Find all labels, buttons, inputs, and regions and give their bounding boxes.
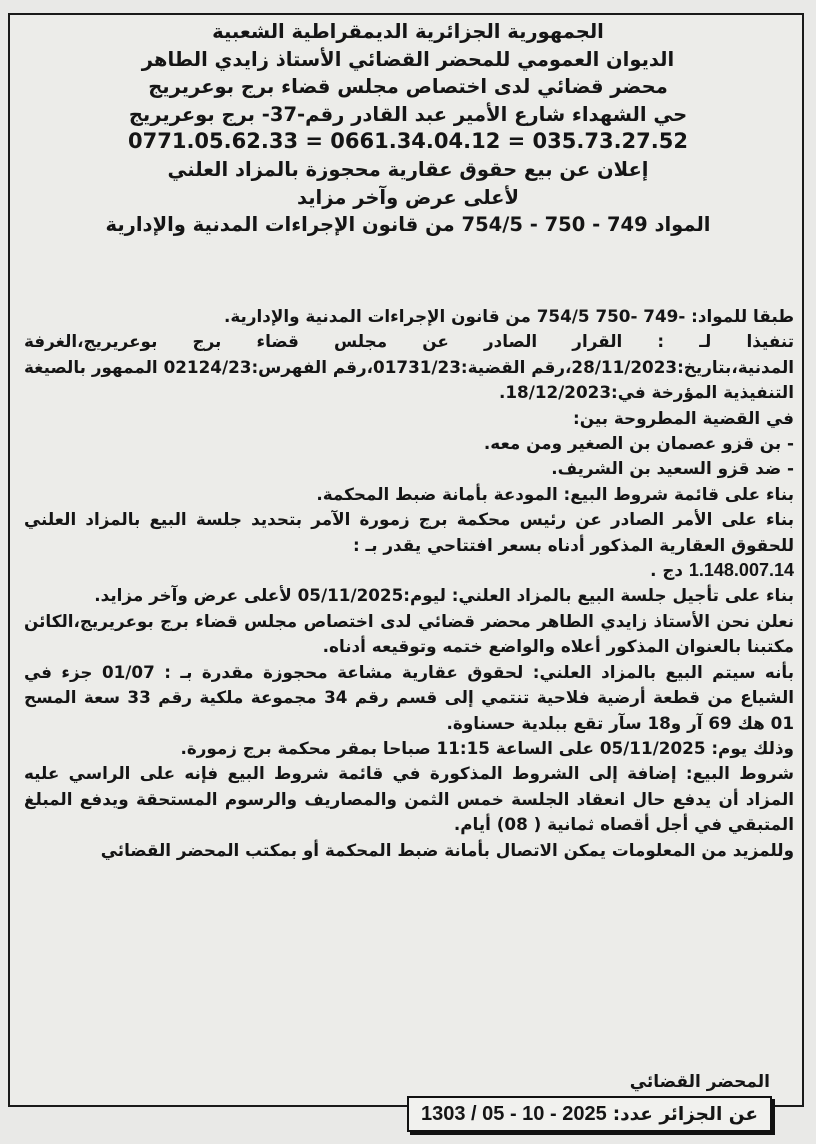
phone-numbers: 0771.05.62.33 = 0661.34.04.12 = 035.73.27.52 — [128, 129, 688, 154]
paragraph-sale-date: وذلك يوم: 05/11/2025 على الساعة 11:15 صباحا بمقر محكمة برج زمورة. — [180, 737, 794, 758]
republic-title: الجمهورية الجزائرية الديمقراطية الشعبية — [212, 20, 604, 43]
paragraph-bailiff: نعلن نحن الأستاذ زايدي الطاهر محضر قضائي لدى اختصاص مجلس قضاء برج بوعريريج،الكائن مكتبنا بالعنوان المذكور أعلاه والواضع ختمه وتوقيعه أدناه. — [24, 610, 794, 657]
paragraph-case: في القضية المطروحة بين: — [573, 407, 794, 428]
announcement-body — [24, 304, 794, 863]
opening-price: 1.148.007.14 — [688, 560, 794, 581]
announcement-title: إعلان عن بيع حقوق عقارية محجوزة بالمزاد العلني — [167, 157, 649, 181]
paragraph-execution: تنفيذا لـ : القرار الصادر عن مجلس قضاء برج بوعريريج،الغرفة المدنية،بتاريخ:28/11/2023،رقم القضية:01731/23،رقم الفهرس:02124/23 الممهور بالصيغة التنفيذية المؤرخة في:18/12/2023. — [24, 331, 795, 403]
paragraph-defendant: - ضد قزو السعيد بن الشريف. — [551, 458, 794, 479]
office-name: الديوان العمومي للمحضر القضائي الأستاذ زايدي الطاهر — [141, 47, 675, 71]
paragraph-property: بأنه سيتم البيع بالمزاد العلني: لحقوق عقارية مشاعة محجوزة مقدرة بـ : 01/07 جزء في الشياع من قطعة أرضية فلاحية تنتمي إلى قسم رقم 34 مجموعة ملكية رقم 33 سعة المسح 01 هك 69 آر و18 سآر تقع ببلدية حسناوة. — [24, 661, 795, 733]
paragraph-legal-basis: طبقا للمواد: -749 -750 754/5 من قانون الإجراءات المدنية والإدارية. — [224, 306, 794, 326]
currency: دج . — [650, 560, 684, 581]
paragraph-plaintiff: - بن قزو عصمان بن الصغير ومن معه. — [483, 433, 794, 454]
paragraph-conditions-list: بناء على قائمة شروط البيع: المودعة بأمانة ضبط المحكمة. — [316, 483, 794, 504]
reference-value: 1303 / 05 - 10 - 2025 — [421, 1102, 607, 1125]
signature: المحضر القضائي — [629, 1072, 770, 1092]
paragraph-sale-terms: شروط البيع: إضافة إلى الشروط المذكورة في قائمة شروط البيع فإنه على الراسي عليه المزاد أن يدفع حال انعقاد الجلسة خمس الثمن والمصاريف والرسوم المستحقة ويدفع المبلغ المتبقي في أجل أقصاه ثمانية ( 08) أيام. — [24, 763, 794, 835]
reference-label: عن الجزائر عدد: — [612, 1103, 759, 1125]
office-jurisdiction: محضر قضائي لدى اختصاص مجلس قضاء برج بوعريريج — [148, 75, 668, 99]
office-address: حي الشهداء شارع الأمير عبد القادر رقم-37- برج بوعريريج — [128, 102, 688, 126]
paragraph-contact: وللمزيد من المعلومات يمكن الاتصال بأمانة ضبط المحكمة أو بمكتب المحضر القضائي — [100, 839, 794, 860]
publication-reference — [407, 1096, 772, 1132]
paragraph-price — [24, 558, 794, 583]
announcement-header — [16, 18, 800, 239]
paragraph-court-order: بناء على الأمر الصادر عن رئيس محكمة برج زمورة الآمر بتحديد جلسة البيع بالمزاد العلني للحقوق العقارية المذكور أدناه بسعر افتتاحي يقدر بـ : — [24, 509, 794, 555]
announcement-subtitle: لأعلى عرض وآخر مزايد — [296, 185, 520, 209]
paragraph-postponement: بناء على تأجيل جلسة البيع بالمزاد العلني: ليوم:05/11/2025 لأعلى عرض وآخر مزايد. — [94, 585, 794, 606]
legal-articles: المواد 749 - 750 - 754/5 من قانون الإجراءات المدنية والإدارية — [105, 213, 711, 237]
